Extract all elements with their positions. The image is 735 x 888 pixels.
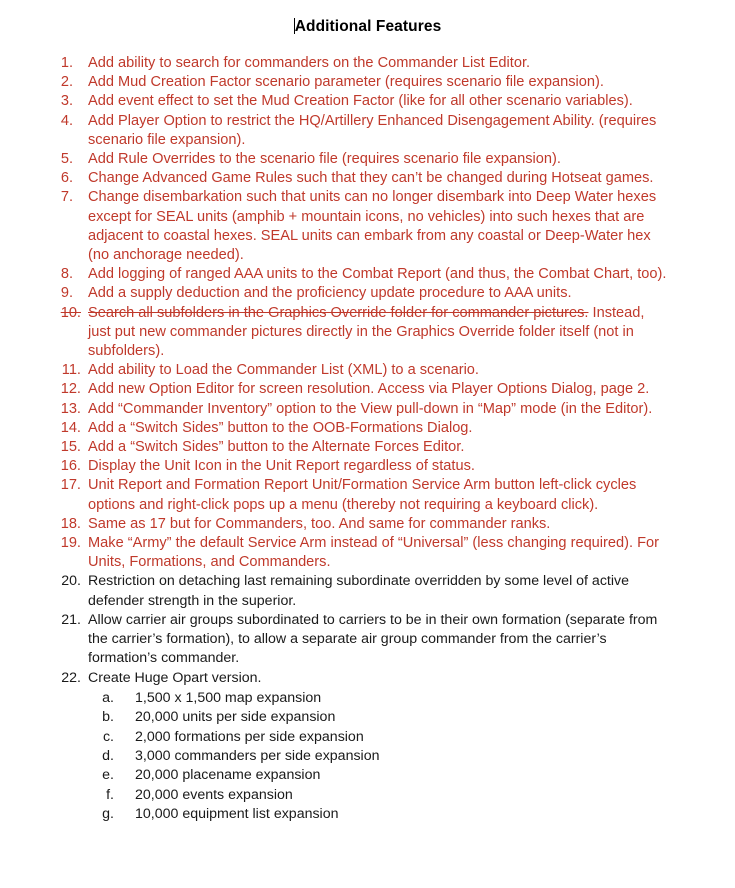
list-item bbox=[0, 92, 735, 111]
list-item-number: 7. bbox=[60, 189, 73, 206]
sublist-item-text: 10,000 equipment list expansion bbox=[135, 806, 339, 823]
list-item bbox=[0, 284, 735, 303]
list-item-text: Make “Army” the default Service Arm instead of “Universal” (less changing required). For Units, Formations, and Commanders. bbox=[88, 535, 659, 571]
list-item-text: Add a “Switch Sides” button to the OOB-Formations Dialog. bbox=[88, 419, 473, 436]
list-item bbox=[0, 457, 735, 476]
list-item-number: 5. bbox=[60, 151, 73, 168]
list-item bbox=[0, 515, 735, 534]
list-item bbox=[0, 438, 735, 457]
sublist-item bbox=[0, 708, 735, 727]
list-item-number: 9. bbox=[60, 285, 73, 302]
list-item bbox=[0, 150, 735, 169]
sublist-item-text: 1,500 x 1,500 map expansion bbox=[135, 689, 322, 706]
list-item-number: 12. bbox=[60, 381, 81, 398]
list-item bbox=[0, 54, 735, 73]
list-item-text: Create Huge Opart version. bbox=[88, 669, 262, 686]
list-item-number: 8. bbox=[60, 266, 73, 283]
list-item-number: 10. bbox=[60, 304, 81, 321]
feature-list bbox=[0, 54, 735, 825]
list-item-number: 3. bbox=[60, 93, 73, 110]
list-item-text: Add Rule Overrides to the scenario file (requires scenario file expansion). bbox=[88, 151, 561, 168]
list-item-struck-text: Search all subfolders in the Graphics Override folder for commander pictures. bbox=[88, 304, 589, 321]
list-item-text: Add logging of ranged AAA units to the Combat Report (and thus, the Combat Chart, too). bbox=[88, 266, 667, 283]
page-title bbox=[0, 18, 735, 36]
list-item bbox=[0, 572, 735, 610]
list-item-number: 15. bbox=[60, 439, 81, 456]
list-item-number: 14. bbox=[60, 419, 81, 436]
list-item-text: Add “Commander Inventory” option to the View pull-down in “Map” mode (in the Editor). bbox=[88, 400, 653, 417]
list-item-text: Add Player Option to restrict the HQ/Artillery Enhanced Disengagement Ability. (requires scenario file expansion). bbox=[88, 112, 657, 148]
sublist-item-number: c. bbox=[102, 728, 114, 745]
sublist-item-text: 20,000 placename expansion bbox=[135, 767, 321, 784]
list-item-text: Same as 17 but for Commanders, too. And same for commander ranks. bbox=[88, 515, 551, 532]
feature-sublist bbox=[0, 689, 735, 825]
sublist-item-number: g. bbox=[102, 806, 114, 823]
list-item-text: Add ability to Load the Commander List (XML) to a scenario. bbox=[88, 362, 479, 379]
list-item bbox=[0, 534, 735, 572]
list-item-number: 19. bbox=[60, 535, 81, 552]
sublist-item-number: f. bbox=[106, 786, 114, 803]
list-item-number: 6. bbox=[60, 170, 73, 187]
list-item-text: Add Mud Creation Factor scenario parameter (requires scenario file expansion). bbox=[88, 74, 604, 91]
list-item-text: Unit Report and Formation Report Unit/Formation Service Arm button left-click cycles options and right-click pops up a menu (thereby not requiring a keyboard click). bbox=[88, 477, 637, 513]
list-item-number: 22. bbox=[61, 669, 81, 686]
list-item-number: 16. bbox=[60, 458, 81, 475]
list-item bbox=[0, 380, 735, 399]
list-item-text: Display the Unit Icon in the Unit Report regardless of status. bbox=[88, 458, 475, 475]
sublist-item-number: a. bbox=[102, 689, 114, 706]
list-item-text: Add event effect to set the Mud Creation Factor (like for all other scenario variables). bbox=[88, 93, 633, 110]
list-item-text: Add ability to search for commanders on the Commander List Editor. bbox=[88, 55, 531, 71]
list-item-text: Change Advanced Game Rules such that they can’t be changed during Hotseat games. bbox=[88, 170, 654, 187]
list-item-number: 1. bbox=[60, 55, 73, 71]
sublist-item-text: 3,000 commanders per side expansion bbox=[135, 747, 380, 764]
sublist-item bbox=[0, 747, 735, 766]
list-item bbox=[0, 265, 735, 284]
list-item-number: 18. bbox=[60, 515, 81, 532]
sublist-item-text: 2,000 formations per side expansion bbox=[135, 728, 364, 745]
list-item-text: Add new Option Editor for screen resolution. Access via Player Options Dialog, page 2. bbox=[88, 381, 650, 398]
list-item-text: Instead, just put new commander pictures directly in the Graphics Override folder itself (not in subfolders). bbox=[88, 304, 645, 360]
list-item bbox=[0, 188, 735, 265]
list-item-number: 11. bbox=[61, 362, 81, 379]
sublist-item bbox=[0, 766, 735, 785]
sublist-item-text: 20,000 units per side expansion bbox=[135, 709, 336, 726]
list-item-number: 21. bbox=[61, 611, 81, 628]
sublist-item-number: b. bbox=[102, 709, 114, 726]
list-item-number: 13. bbox=[60, 400, 81, 417]
list-item-number: 2. bbox=[60, 74, 73, 91]
list-item-text: Change disembarkation such that units can no longer disembark into Deep Water hexes except for SEAL units (amphib + mountain icons, no vehicles) into such hexes that are adjacent to coastal hexes. SEAL units can embark from any coastal or Deep-Water hex (no anchorage needed). bbox=[88, 189, 657, 264]
list-item-text: Add a “Switch Sides” button to the Alternate Forces Editor. bbox=[88, 439, 465, 456]
list-item-number: 20. bbox=[61, 573, 81, 590]
list-item-number: 4. bbox=[60, 112, 73, 129]
list-item bbox=[0, 669, 735, 688]
list-item-text: Allow carrier air groups subordinated to carriers to be in their own formation (separate from the carrier’s formation), to allow a separate air group commander from the carrier’s formation’s commander. bbox=[88, 611, 658, 667]
page-title-text: Additional Features bbox=[294, 18, 442, 35]
sublist-item-number: d. bbox=[102, 747, 114, 764]
list-item-number: 17. bbox=[60, 477, 81, 494]
list-item-text: Add a supply deduction and the proficiency update procedure to AAA units. bbox=[88, 285, 572, 302]
sublist-item bbox=[0, 786, 735, 805]
list-item bbox=[0, 611, 735, 669]
sublist-item bbox=[0, 728, 735, 747]
sublist-item-text: 20,000 events expansion bbox=[135, 786, 293, 803]
list-item bbox=[0, 112, 735, 150]
list-item-text: Restriction on detaching last remaining subordinate overridden by some level of active defender strength in the superior. bbox=[88, 573, 629, 609]
list-item bbox=[0, 400, 735, 419]
list-item bbox=[0, 169, 735, 188]
list-item bbox=[0, 73, 735, 92]
list-item bbox=[0, 361, 735, 380]
sublist-item-number: e. bbox=[102, 767, 114, 784]
list-item bbox=[0, 476, 735, 514]
list-item bbox=[0, 419, 735, 438]
list-item bbox=[0, 304, 735, 362]
sublist-item bbox=[0, 689, 735, 708]
sublist-item bbox=[0, 805, 735, 824]
